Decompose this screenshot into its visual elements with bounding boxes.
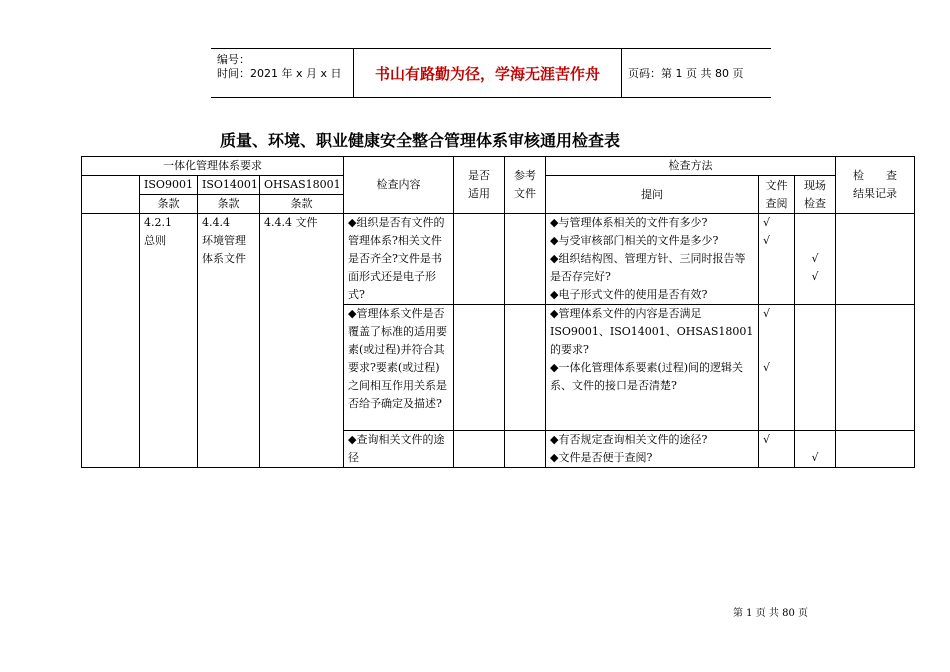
header-iso9001: ISO9001 <box>140 176 198 195</box>
time-label: 时间：2021 年 x 月 x 日 <box>217 67 342 80</box>
question-item: ◆组织结构图、管理方针、三同时报告等是否存完好? <box>550 252 746 283</box>
applicable-cell <box>454 305 505 431</box>
header-doc-review: 文件 查阅 <box>759 176 795 214</box>
question-list <box>546 305 759 431</box>
document-title: 质量、环境、职业健康安全整合管理体系审核通用检查表 <box>219 131 620 150</box>
ref-docs-cell <box>505 431 546 468</box>
question-item: ◆与受审核部门相关的文件是多少? <box>550 234 719 247</box>
header-page-label: 页码：第 1 页 共 80 页 <box>628 67 744 80</box>
header-motto: 书山有路勤为径，学海无涯苦作舟 <box>354 49 622 97</box>
clause-iso9001: 4.2.1 总则 <box>140 214 198 468</box>
result-record-cell <box>836 214 915 305</box>
header-integrated-requirements: 一体化管理体系要求 <box>82 157 344 176</box>
result-record-cell <box>836 305 915 431</box>
header-reference-docs: 参考 文件 <box>505 157 546 214</box>
header-blank-cell <box>82 176 140 214</box>
site-check-marks <box>795 305 836 431</box>
question-item: ◆电子形式文件的使用是否有效? <box>550 288 708 301</box>
header-question: 提问 <box>546 176 759 214</box>
site-check-marks: √ <box>795 431 836 468</box>
question-item: ◆有否规定查询相关文件的途径? <box>550 433 708 446</box>
doc-review-marks: √ √ <box>759 305 795 431</box>
question-list <box>546 214 759 305</box>
check-content: ◆查询相关文件的途径 <box>344 431 454 468</box>
question-item: ◆管理体系文件的内容是否满足ISO9001、ISO14001、OHSAS18001的要求? <box>550 307 754 356</box>
header-ohsas18001: OHSAS18001 <box>260 176 344 195</box>
page-header <box>211 48 771 98</box>
header-applicable: 是否 适用 <box>454 157 505 214</box>
number-label: 编号： <box>217 53 250 66</box>
blank-cell <box>82 214 140 468</box>
header-result-record: 检 查 结果记录 <box>836 157 915 214</box>
question-item: ◆文件是否便于查阅? <box>550 451 653 464</box>
header-iso14001: ISO14001 <box>198 176 260 195</box>
check-content: ◆管理体系文件是否覆盖了标准的适用要素(或过程)并符合其要求?要素(或过程)之间相互作用关系是否给予确定及描述? <box>344 305 454 431</box>
header-clause-9001: 条款 <box>140 195 198 214</box>
result-record-cell <box>836 431 915 468</box>
check-content: ◆组织是否有文件的管理体系?相关文件是否齐全?文件是书面形式还是电子形式? <box>344 214 454 305</box>
clause-ohsas18001: 4.4.4 文件 <box>260 214 344 468</box>
table-row <box>82 214 915 305</box>
header-clause-18001: 条款 <box>260 195 344 214</box>
header-site-check: 现场 检查 <box>795 176 836 214</box>
question-item: ◆与管理体系相关的文件有多少? <box>550 216 708 229</box>
applicable-cell <box>454 431 505 468</box>
header-check-method: 检查方法 <box>546 157 836 176</box>
header-check-content: 检查内容 <box>344 157 454 214</box>
page-footer: 第 1 页 共 80 页 <box>733 608 808 619</box>
ref-docs-cell <box>505 214 546 305</box>
site-check-marks: √ √ <box>795 214 836 305</box>
ref-docs-cell <box>505 305 546 431</box>
doc-review-marks: √ √ <box>759 214 795 305</box>
applicable-cell <box>454 214 505 305</box>
clause-iso14001: 4.4.4 环境管理 体系文件 <box>198 214 260 468</box>
question-list <box>546 431 759 468</box>
audit-checklist-table <box>81 156 915 468</box>
doc-review-marks: √ <box>759 431 795 468</box>
header-clause-14001: 条款 <box>198 195 260 214</box>
header-meta-cell <box>211 49 354 97</box>
question-item: ◆一体化管理体系要素(过程)间的逻辑关系、文件的接口是否清楚? <box>550 361 744 392</box>
